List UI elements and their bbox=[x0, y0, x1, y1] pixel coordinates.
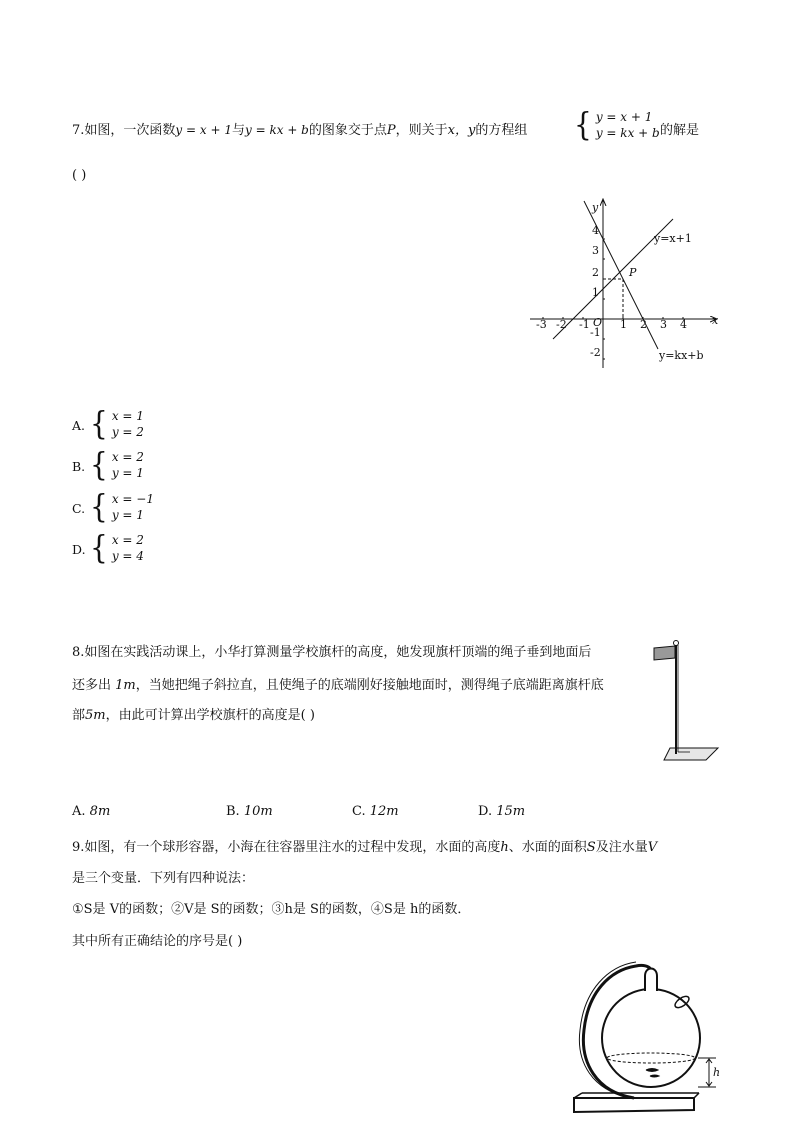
q8-option-label: A. bbox=[72, 804, 86, 819]
pole-top bbox=[674, 641, 679, 646]
q9-line1 bbox=[72, 836, 657, 855]
stand-base bbox=[574, 1098, 694, 1112]
sphere-neck bbox=[645, 969, 657, 992]
q8-option-label: B. bbox=[226, 804, 240, 819]
q8-option-d[interactable] bbox=[478, 804, 525, 819]
q7-y-tick: -1 bbox=[590, 326, 601, 339]
q7-stem-pre: 如图，一次函数 bbox=[84, 123, 176, 138]
q7-stem-post2: ，则关于 bbox=[395, 123, 448, 138]
q9-container-figure bbox=[566, 952, 726, 1117]
q7-system-brace: { bbox=[574, 105, 592, 144]
q8-option-value: 12m bbox=[369, 804, 399, 819]
q8-line3 bbox=[72, 704, 315, 723]
q8-option-c[interactable] bbox=[352, 804, 399, 819]
option-brace: { bbox=[90, 487, 108, 526]
ground-plane bbox=[664, 748, 718, 760]
q7-stem bbox=[72, 119, 527, 138]
q9-var-h: h bbox=[500, 840, 509, 855]
q8-line3-pre: 部 bbox=[72, 708, 86, 723]
q7-y-axis-label: y bbox=[592, 201, 599, 214]
q9-line2: 是三个变量．下列有四种说法： bbox=[72, 871, 255, 886]
q8-distance-value: 5m bbox=[85, 708, 106, 723]
q7-line2-label: y=kx+b bbox=[659, 349, 704, 362]
option-brace: { bbox=[90, 445, 108, 484]
q7-x-tick: -2 bbox=[556, 318, 567, 331]
q7-function-2: y = kx + b bbox=[245, 123, 309, 137]
q7-number: 7. bbox=[72, 123, 85, 138]
q7-mid: 与 bbox=[231, 123, 245, 138]
q7-line1-label: y=x+1 bbox=[654, 232, 692, 245]
option-y: y = 1 bbox=[111, 508, 144, 522]
q7-option-label: C. bbox=[72, 501, 86, 516]
q8-option-value: 10m bbox=[243, 804, 273, 819]
q9-var-s: S bbox=[586, 840, 596, 855]
q8-line2-pre: 还多出 bbox=[72, 678, 112, 693]
flag bbox=[654, 646, 675, 660]
height-label: h bbox=[713, 1066, 721, 1079]
q7-function-1: y = x + 1 bbox=[175, 123, 232, 137]
q9-line4: 其中所有正确结论的序号是( ) bbox=[72, 934, 243, 949]
q7-system bbox=[574, 105, 660, 144]
q9-line1-mid2: 及注水量 bbox=[595, 840, 648, 855]
q9-line1-mid: 、水面的面积 bbox=[508, 840, 587, 855]
q7-stem-end: 的解是 bbox=[660, 123, 700, 138]
q9-line3: ①S是 V的函数；②V是 S的函数；③h是 S的函数，④S是 h的函数． bbox=[72, 902, 471, 917]
q8-option-value: 15m bbox=[496, 804, 526, 819]
option-brace: { bbox=[90, 404, 108, 443]
q8-line1: 8.如图在实践活动课上，小华打算测量学校旗杆的高度，她发现旗杆顶端的绳子垂到地面后 bbox=[72, 645, 592, 660]
q8-option-value: 8m bbox=[89, 804, 111, 819]
q7-option-label: B. bbox=[72, 459, 86, 474]
option-y: y = 1 bbox=[111, 466, 144, 480]
q7-answer-paren: ( ) bbox=[72, 168, 87, 183]
option-y: y = 2 bbox=[111, 425, 144, 439]
q7-option-system bbox=[90, 445, 144, 484]
option-x: x = −1 bbox=[111, 492, 154, 506]
q7-option-system bbox=[90, 487, 154, 526]
q7-option-label: D. bbox=[72, 542, 86, 557]
q7-x-tick: -1 bbox=[579, 318, 590, 331]
q7-y-tick: 2 bbox=[592, 266, 599, 279]
q7-x-tick: 1 bbox=[620, 318, 627, 331]
q7-y-tick: 4 bbox=[592, 224, 599, 237]
q7-stem-post3: 的方程组 bbox=[475, 123, 528, 138]
q8-line3-post: ，由此可计算出学校旗杆的高度是( ) bbox=[105, 708, 315, 723]
option-brace: { bbox=[90, 528, 108, 567]
q7-system-eq2: y = kx + b bbox=[595, 126, 660, 140]
q7-stem-post: 的图象交于点 bbox=[308, 123, 387, 138]
q8-flagpole-figure bbox=[648, 636, 728, 766]
q8-option-b[interactable] bbox=[226, 804, 273, 819]
q7-point: P bbox=[386, 123, 396, 138]
q8-length-value: 1m bbox=[115, 678, 136, 693]
q7-point-label: P bbox=[629, 266, 637, 279]
q7-x-axis-label: x bbox=[712, 314, 719, 327]
q7-x-tick: 3 bbox=[660, 318, 667, 331]
q8-option-a[interactable] bbox=[72, 804, 110, 819]
q7-x-tick: -3 bbox=[536, 318, 547, 331]
q7-option-label: A. bbox=[72, 418, 86, 433]
q8-option-label: C. bbox=[352, 804, 366, 819]
q7-system-eq1: y = x + 1 bbox=[595, 110, 653, 124]
q7-y-tick: 3 bbox=[592, 244, 599, 257]
q8-line2-post: ，当她把绳子斜拉直，且使绳子的底端刚好接触地面时，测得绳子底端距离旗杆底 bbox=[135, 678, 604, 693]
q7-y-tick: 1 bbox=[592, 286, 599, 299]
option-x: x = 1 bbox=[111, 409, 144, 423]
q8-line2 bbox=[72, 674, 604, 693]
q9-var-v: V bbox=[647, 840, 658, 855]
q9-line1-pre: 9.如图，有一个球形容器，小海在往容器里注水的过程中发现，水面的高度 bbox=[72, 840, 501, 855]
option-y: y = 4 bbox=[111, 549, 144, 563]
q7-graph bbox=[526, 196, 726, 376]
q7-y-tick: -2 bbox=[590, 346, 601, 359]
option-x: x = 2 bbox=[111, 450, 144, 464]
q7-origin-label: O bbox=[593, 316, 603, 329]
q7-vars: x，y bbox=[447, 123, 476, 138]
q7-option-system bbox=[90, 528, 144, 567]
q7-x-tick: 2 bbox=[640, 318, 647, 331]
q7-x-tick: 4 bbox=[680, 318, 687, 331]
q8-option-label: D. bbox=[478, 804, 493, 819]
q7-option-system bbox=[90, 404, 144, 443]
option-x: x = 2 bbox=[111, 533, 144, 547]
